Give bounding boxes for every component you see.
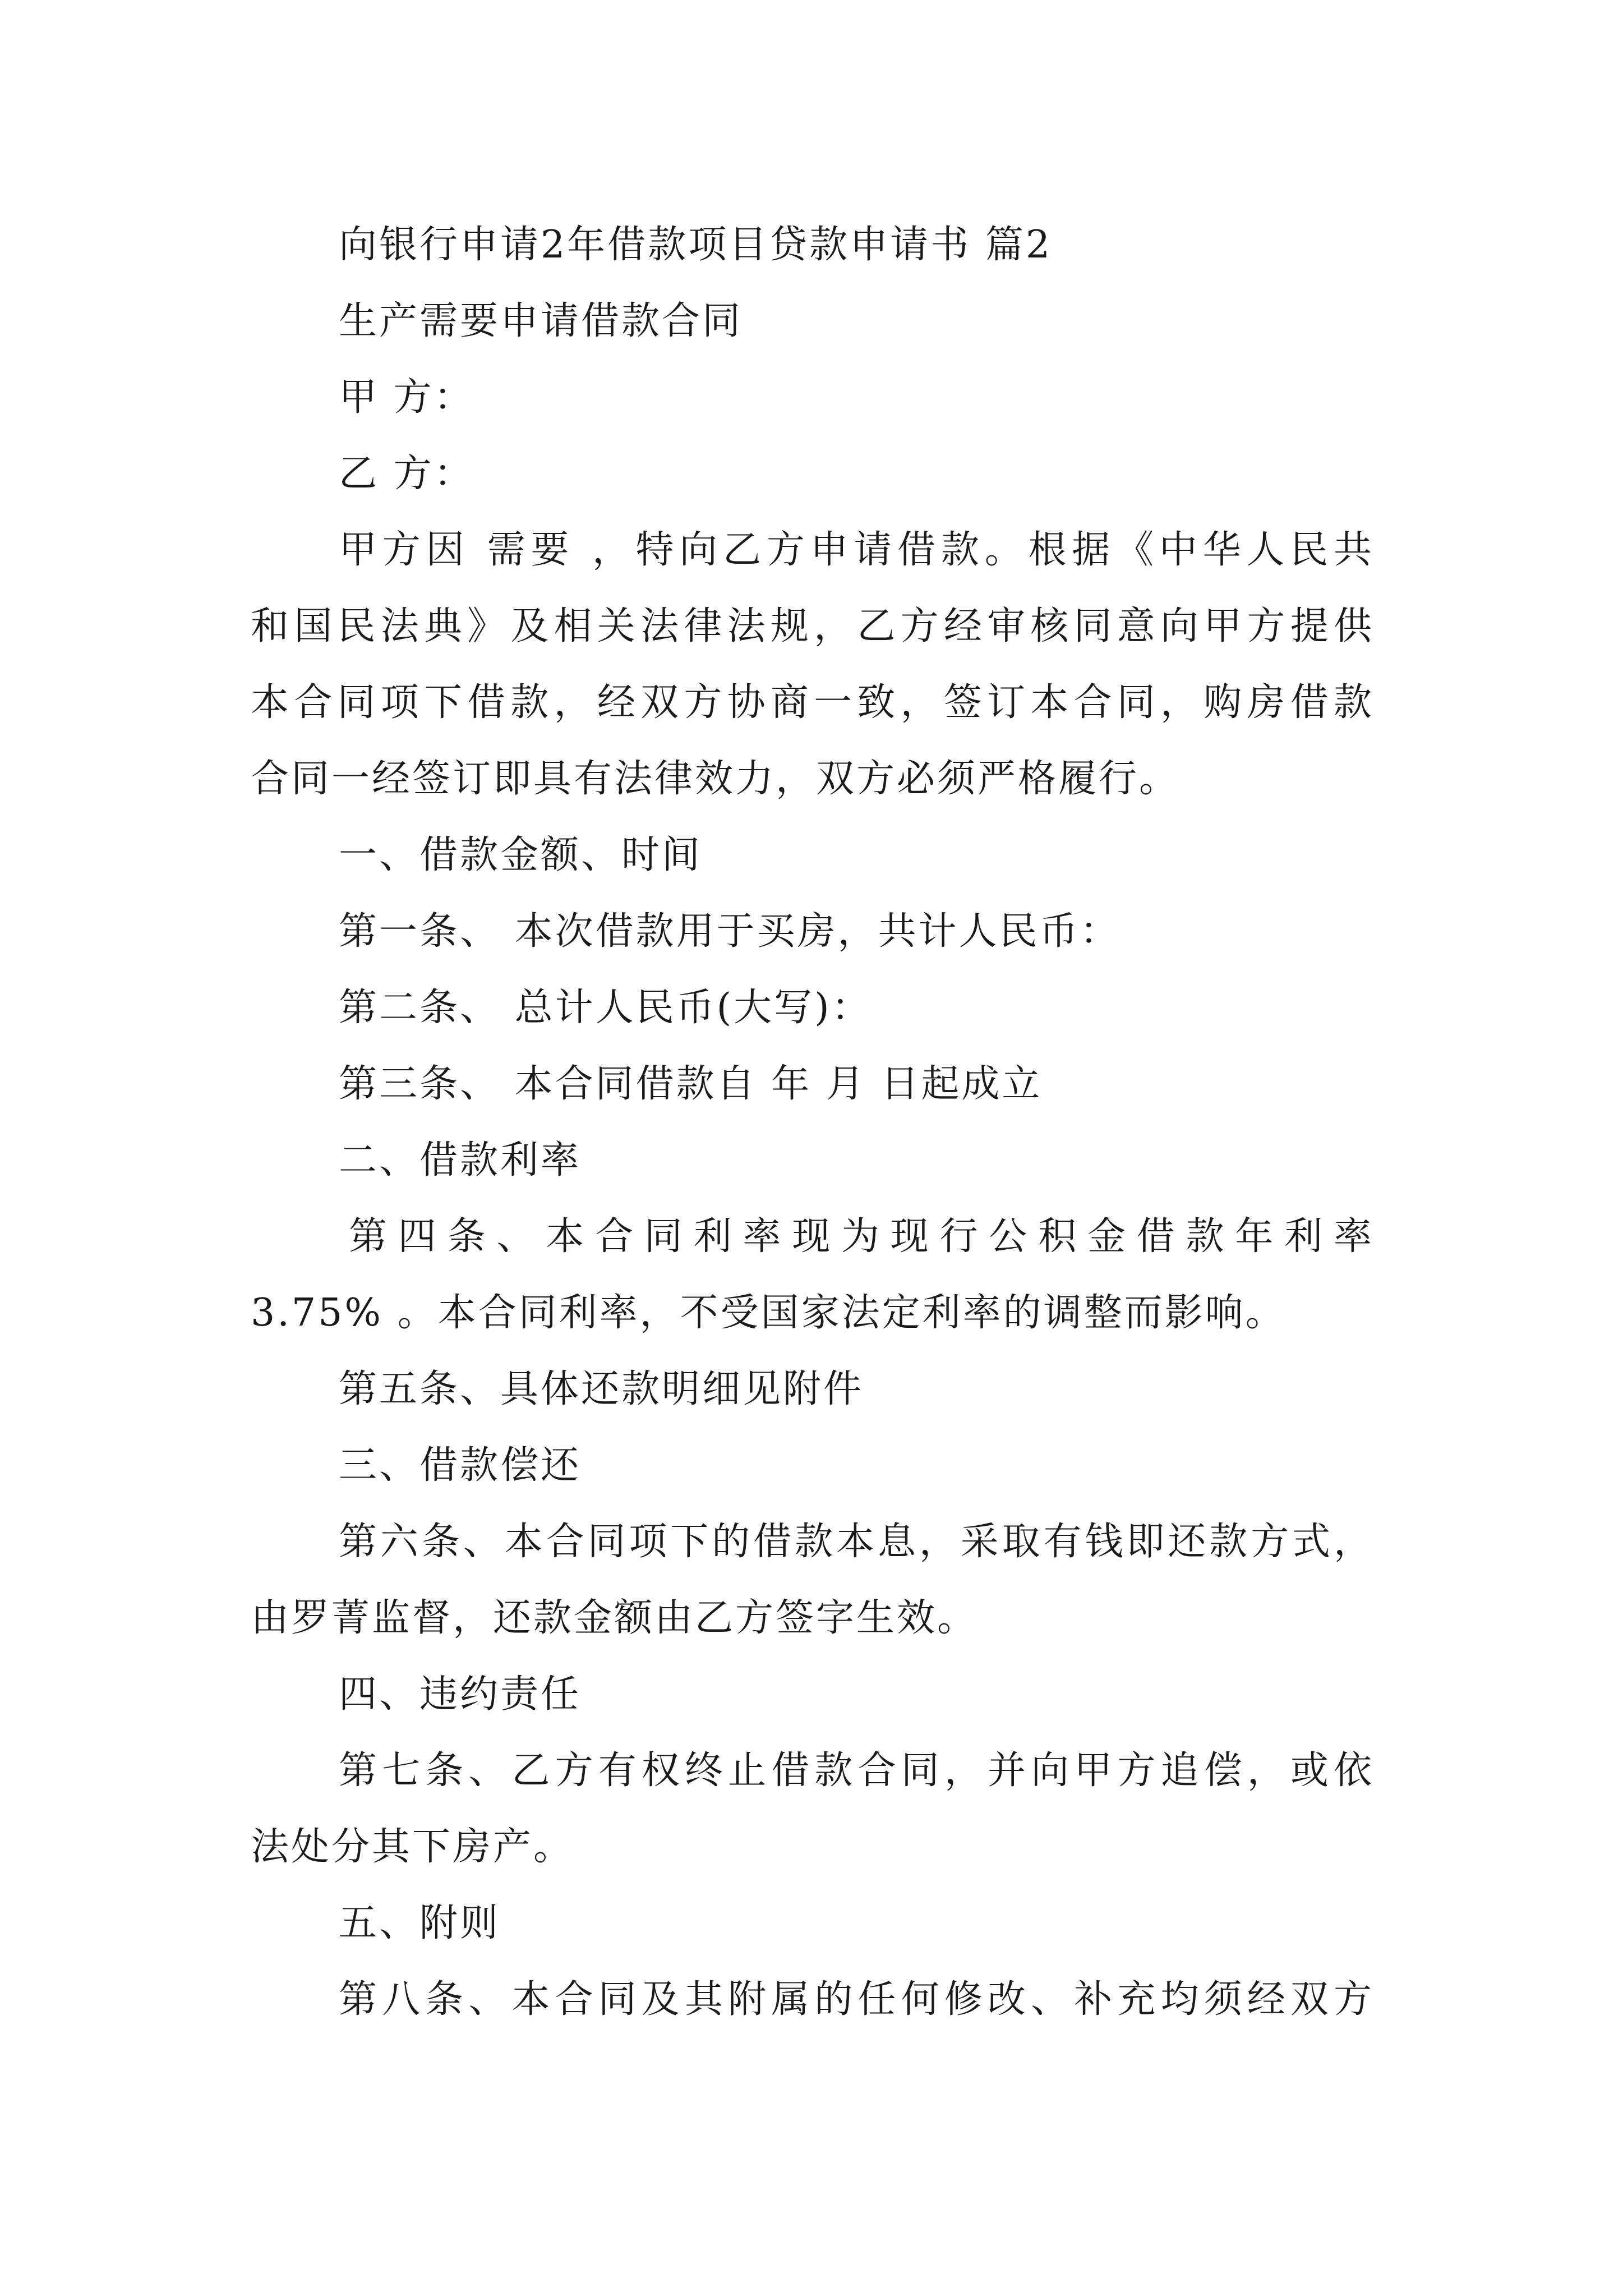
- article-4-line-1: 第四条、本合同利率现为现行公积金借款年利率: [349, 1214, 1374, 1259]
- article-4-line-2: 3.75% 。本合同利率，不受国家法定利率的调整而影响。: [251, 1291, 1286, 1335]
- section-heading-2: 二、借款利率: [339, 1138, 582, 1182]
- intro-paragraph-line-2: 和国民法典》及相关法律法规，乙方经审核同意向甲方提供: [251, 604, 1374, 648]
- article-7-line-2: 法处分其下房产。: [251, 1825, 574, 1869]
- article-3: 第三条、 本合同借款自 年 月 日起成立: [339, 1062, 1043, 1106]
- article-1: 第一条、 本次借款用于买房，共计人民币：: [339, 909, 1121, 954]
- section-heading-5: 五、附则: [339, 1901, 501, 1945]
- contract-title: 生产需要申请借款合同: [339, 299, 743, 343]
- intro-paragraph-line-1: 甲方因 需要 ，特向乙方申请借款。根据《中华人民共: [339, 528, 1374, 572]
- section-heading-4: 四、违约责任: [339, 1672, 582, 1717]
- section-heading-1: 一、借款金额、时间: [339, 833, 703, 877]
- party-a-label: 甲 方：: [339, 375, 474, 420]
- article-6-line-2: 由罗菁监督，还款金额由乙方签字生效。: [251, 1596, 978, 1640]
- article-8-line-1: 第八条、本合同及其附属的任何修改、补充均须经双方: [339, 1977, 1374, 2022]
- party-b-label: 乙 方：: [339, 452, 474, 496]
- intro-paragraph-line-3: 本合同项下借款，经双方协商一致，签订本合同，购房借款: [251, 680, 1374, 725]
- article-2: 第二条、 总计人民币(大写)：: [339, 986, 872, 1030]
- article-6-line-1: 第六条、本合同项下的借款本息，采取有钱即还款方式，: [339, 1520, 1374, 1564]
- section-heading-3: 三、借款偿还: [339, 1443, 582, 1488]
- document-title: 向银行申请2年借款项目贷款申请书 篇2: [339, 223, 1053, 267]
- article-5: 第五条、具体还款明细见附件: [339, 1367, 864, 1411]
- intro-paragraph-line-4: 合同一经签订即具有法律效力，双方必须严格履行。: [251, 757, 1180, 801]
- article-7-line-1: 第七条、乙方有权终止借款合同，并向甲方追偿，或依: [339, 1749, 1374, 1793]
